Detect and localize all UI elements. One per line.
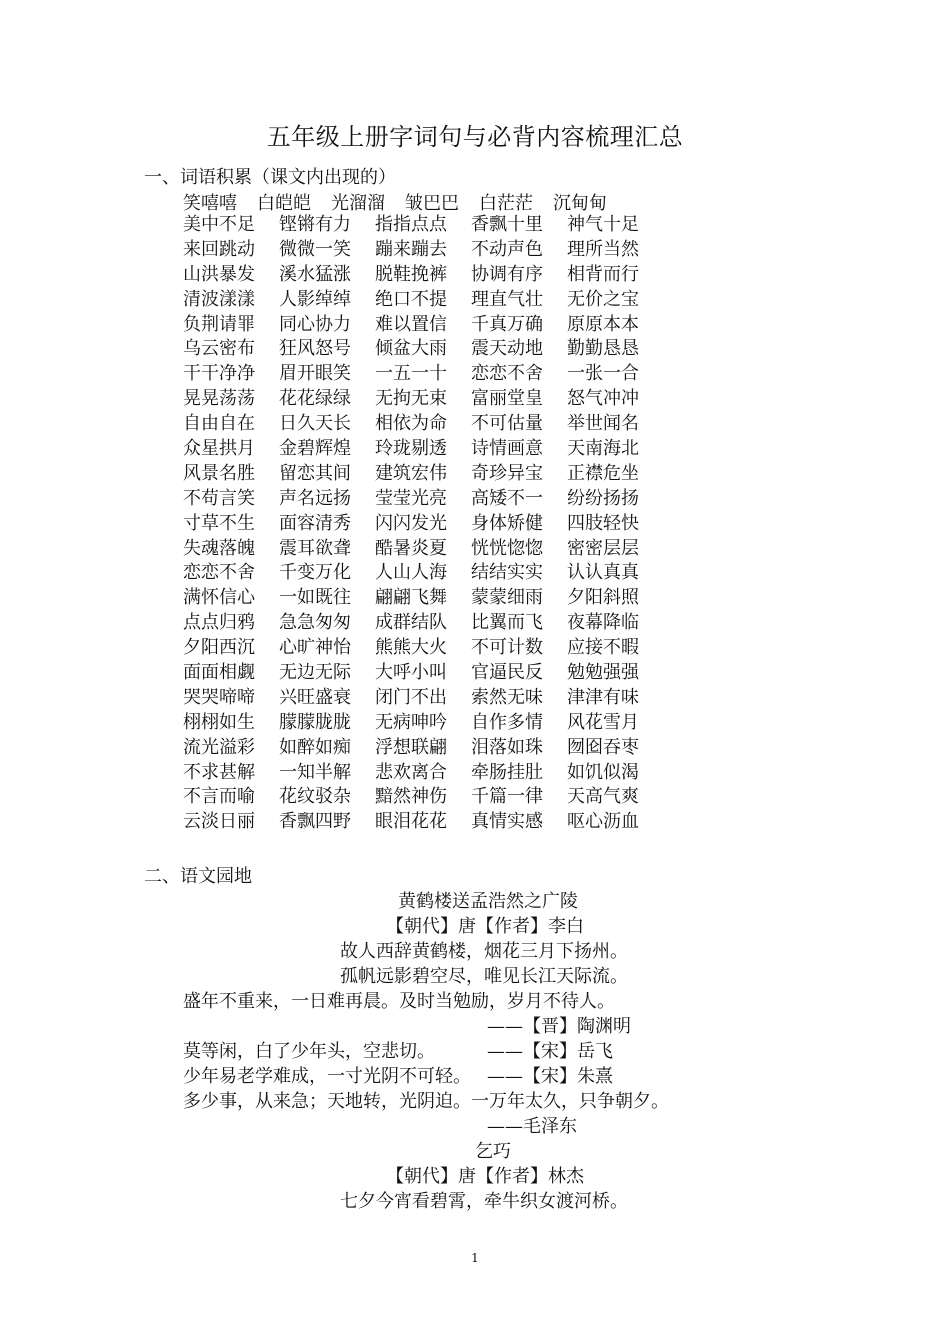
vocab-word: 美中不足: [183, 214, 255, 235]
vocab-word: 众星拱月: [183, 438, 255, 460]
vocab-word: 晃晃荡荡: [183, 388, 255, 410]
vocab-word: 如醉如痴: [279, 736, 351, 758]
vocab-word: 无价之宝: [567, 288, 639, 310]
vocab-word: 负荆请罪: [183, 313, 255, 335]
vocab-word: 不求甚解: [183, 761, 255, 783]
vocab-row: [183, 462, 663, 487]
vocab-table: [183, 213, 663, 835]
vocab-row: [183, 288, 663, 313]
vocab-word: 铿锵有力: [279, 214, 351, 235]
vocab-word: 香飘四野: [279, 811, 351, 833]
vocab-word: 笑嘻嘻: [183, 193, 237, 214]
vocab-word: 点点归鸦: [183, 612, 255, 634]
quote3-text: 少年易老学难成，一寸光阴不可轻。: [183, 1066, 471, 1087]
vocab-word: 自作多情: [471, 711, 543, 733]
vocab-word: 急急匆匆: [279, 612, 351, 634]
vocab-word: 自由自在: [183, 413, 255, 435]
vocab-word: 一张一合: [567, 363, 639, 385]
vocab-first-row: [183, 189, 607, 215]
vocab-word: 夕阳斜照: [567, 587, 639, 609]
quote2-attribution: ——【宋】岳飞: [487, 1041, 613, 1062]
vocab-word: 流光溢彩: [183, 736, 255, 758]
vocab-row: [183, 810, 663, 835]
vocab-row: [183, 387, 663, 412]
vocab-word: 面面相觑: [183, 662, 255, 684]
vocab-word: 神气十足: [567, 214, 639, 235]
vocab-word: 理直气壮: [471, 288, 543, 310]
vocab-word: 无拘无束: [375, 388, 447, 410]
page-number: 1: [471, 1251, 479, 1265]
vocab-row: [183, 761, 663, 786]
vocab-word: 高矮不一: [471, 487, 543, 509]
quote1-attribution: ——【晋】陶渊明: [487, 1016, 631, 1037]
vocab-word: 一如既往: [279, 587, 351, 609]
poem1-line2: 孤帆远影碧空尽，唯见长江天际流。: [340, 966, 628, 987]
vocab-word: 风花雪月: [567, 711, 639, 733]
vocab-row: [183, 437, 663, 462]
vocab-word: 满怀信心: [183, 587, 255, 609]
vocab-word: 夕阳西沉: [183, 637, 255, 659]
vocab-word: 成群结队: [375, 612, 447, 634]
vocab-word: 微微一笑: [279, 238, 351, 260]
vocab-row: [183, 736, 663, 761]
vocab-word: 眉开眼笑: [279, 363, 351, 385]
vocab-word: 莹莹光亮: [375, 487, 447, 509]
vocab-word: 皱巴巴: [405, 193, 459, 214]
vocab-word: 举世闻名: [567, 413, 639, 435]
vocab-word: 四肢轻快: [567, 512, 639, 534]
vocab-word: 震耳欲聋: [279, 537, 351, 559]
vocab-word: 白茫茫: [479, 193, 533, 214]
quote3-attribution: ——【宋】朱熹: [487, 1066, 613, 1087]
vocab-row: [183, 213, 663, 238]
vocab-word: 恍恍惚惚: [471, 537, 543, 559]
vocab-word: 相依为命: [375, 413, 447, 435]
vocab-word: 如饥似渴: [567, 761, 639, 783]
vocab-word: 同心协力: [279, 313, 351, 335]
vocab-word: 兴旺盛衰: [279, 686, 351, 708]
vocab-row: [183, 636, 663, 661]
vocab-word: 难以置信: [375, 313, 447, 335]
vocab-row: [183, 238, 663, 263]
vocab-word: 一五一十: [375, 363, 447, 385]
vocab-word: 协调有序: [471, 263, 543, 285]
vocab-word: 熊熊大火: [375, 637, 447, 659]
vocab-row: [183, 313, 663, 338]
vocab-word: 大呼小叫: [375, 662, 447, 684]
vocab-word: 无病呻吟: [375, 711, 447, 733]
vocab-row: [183, 785, 663, 810]
section1-heading: 一、词语积累（课文内出现的）: [144, 167, 396, 188]
quote2-text: 莫等闲，白了少年头，空悲切。: [183, 1041, 435, 1062]
poem1-title: 黄鹤楼送孟浩然之广陵: [398, 891, 578, 912]
vocab-word: 原原本本: [567, 313, 639, 335]
quote4-text: 多少事，从来急；天地转，光阴迫。一万年太久，只争朝夕。: [183, 1091, 669, 1112]
vocab-word: 山洪暴发: [183, 263, 255, 285]
vocab-word: 富丽堂皇: [471, 388, 543, 410]
vocab-word: 闭门不出: [375, 686, 447, 708]
vocab-word: 恋恋不舍: [471, 363, 543, 385]
vocab-word: 干干净净: [183, 363, 255, 385]
vocab-row: [183, 263, 663, 288]
vocab-word: 蒙蒙细雨: [471, 587, 543, 609]
vocab-word: 千篇一律: [471, 786, 543, 808]
vocab-row: [183, 611, 663, 636]
vocab-word: 声名远扬: [279, 487, 351, 509]
vocab-word: 云淡日丽: [183, 811, 255, 833]
quote4-attribution: ——毛泽东: [487, 1116, 577, 1137]
vocab-word: 天南海北: [567, 438, 639, 460]
vocab-word: 怒气冲冲: [567, 388, 639, 410]
vocab-word: 呕心沥血: [567, 811, 639, 833]
vocab-word: 千真万确: [471, 313, 543, 335]
vocab-word: 一知半解: [279, 761, 351, 783]
vocab-word: 清波漾漾: [183, 288, 255, 310]
vocab-word: 溪水猛涨: [279, 263, 351, 285]
vocab-word: 闪闪发光: [375, 512, 447, 534]
vocab-row: [183, 337, 663, 362]
vocab-word: 囫囵吞枣: [567, 736, 639, 758]
vocab-word: 悲欢离合: [375, 761, 447, 783]
vocab-row: [183, 711, 663, 736]
vocab-word: 勉勉强强: [567, 662, 639, 684]
vocab-word: 不可计数: [471, 637, 543, 659]
vocab-word: 官逼民反: [471, 662, 543, 684]
vocab-word: 千变万化: [279, 562, 351, 584]
vocab-word: 震天动地: [471, 338, 543, 360]
vocab-word: 不言而喻: [183, 786, 255, 808]
vocab-row: [183, 512, 663, 537]
vocab-row: [183, 362, 663, 387]
vocab-word: 不苟言笑: [183, 487, 255, 509]
vocab-row: [183, 686, 663, 711]
vocab-word: 狂风怒号: [279, 338, 351, 360]
section2-heading: 二、语文园地: [144, 866, 252, 887]
vocab-word: 花花绿绿: [279, 388, 351, 410]
vocab-word: 来回跳动: [183, 238, 255, 260]
vocab-word: 栩栩如生: [183, 711, 255, 733]
vocab-word: 无边无际: [279, 662, 351, 684]
vocab-word: 沉甸甸: [553, 193, 607, 214]
vocab-row: [183, 412, 663, 437]
vocab-word: 津津有味: [567, 686, 639, 708]
vocab-word: 指指点点: [375, 214, 447, 235]
vocab-word: 认认真真: [567, 562, 639, 584]
vocab-row: [183, 661, 663, 686]
vocab-word: 金碧辉煌: [279, 438, 351, 460]
vocab-word: 比翼而飞: [471, 612, 543, 634]
poem2-line1: 七夕今宵看碧霄，牵牛织女渡河桥。: [340, 1191, 628, 1212]
vocab-word: 朦朦胧胧: [279, 711, 351, 733]
vocab-word: 建筑宏伟: [375, 462, 447, 484]
vocab-word: 相背而行: [567, 263, 639, 285]
vocab-word: 心旷神怡: [279, 637, 351, 659]
vocab-word: 面容清秀: [279, 512, 351, 534]
vocab-word: 密密层层: [567, 537, 639, 559]
vocab-word: 花纹驳杂: [279, 786, 351, 808]
poem2-title: 乞巧: [475, 1141, 511, 1162]
quote1-text: 盛年不重来，一日难再晨。及时当勉励，岁月不待人。: [183, 991, 615, 1012]
vocab-word: 纷纷扬扬: [567, 487, 639, 509]
vocab-word: 牵肠挂肚: [471, 761, 543, 783]
vocab-word: 寸草不生: [183, 512, 255, 534]
vocab-row: [183, 537, 663, 562]
vocab-word: 真情实感: [471, 811, 543, 833]
poem1-line1: 故人西辞黄鹤楼，烟花三月下扬州。: [340, 941, 628, 962]
vocab-word: 身体矫健: [471, 512, 543, 534]
vocab-row: [183, 586, 663, 611]
vocab-word: 黯然神伤: [375, 786, 447, 808]
vocab-word: 应接不暇: [567, 637, 639, 659]
vocab-word: 人山人海: [375, 562, 447, 584]
poem2-author: 【朝代】唐【作者】林杰: [386, 1166, 584, 1187]
page-title: 五年级上册字词句与必背内容梳理汇总: [266, 123, 684, 151]
vocab-word: 脱鞋挽裤: [375, 263, 447, 285]
vocab-word: 奇珍异宝: [471, 462, 543, 484]
vocab-word: 勤勤恳恳: [567, 338, 639, 360]
vocab-word: 理所当然: [567, 238, 639, 260]
vocab-word: 天高气爽: [567, 786, 639, 808]
vocab-word: 恋恋不舍: [183, 562, 255, 584]
vocab-word: 索然无味: [471, 686, 543, 708]
vocab-word: 结结实实: [471, 562, 543, 584]
vocab-word: 正襟危坐: [567, 462, 639, 484]
vocab-word: 乌云密布: [183, 338, 255, 360]
vocab-row: [183, 487, 663, 512]
vocab-word: 眼泪花花: [375, 811, 447, 833]
vocab-word: 翩翩飞舞: [375, 587, 447, 609]
vocab-word: 人影绰绰: [279, 288, 351, 310]
vocab-word: 光溜溜: [331, 193, 385, 214]
vocab-word: 香飘十里: [471, 214, 543, 235]
vocab-word: 绝口不提: [375, 288, 447, 310]
poem1-author: 【朝代】唐【作者】李白: [386, 916, 584, 937]
vocab-word: 留恋其间: [279, 462, 351, 484]
vocab-word: 白皑皑: [257, 193, 311, 214]
vocab-word: 日久天长: [279, 413, 351, 435]
vocab-row: [183, 561, 663, 586]
vocab-word: 哭哭啼啼: [183, 686, 255, 708]
vocab-word: 玲珑剔透: [375, 438, 447, 460]
vocab-word: 蹦来蹦去: [375, 238, 447, 260]
vocab-word: 泪落如珠: [471, 736, 543, 758]
vocab-word: 倾盆大雨: [375, 338, 447, 360]
vocab-word: 不动声色: [471, 238, 543, 260]
vocab-word: 失魂落魄: [183, 537, 255, 559]
vocab-word: 夜幕降临: [567, 612, 639, 634]
vocab-word: 酷暑炎夏: [375, 537, 447, 559]
vocab-word: 不可估量: [471, 413, 543, 435]
vocab-word: 风景名胜: [183, 462, 255, 484]
vocab-word: 诗情画意: [471, 438, 543, 460]
vocab-word: 浮想联翩: [375, 736, 447, 758]
